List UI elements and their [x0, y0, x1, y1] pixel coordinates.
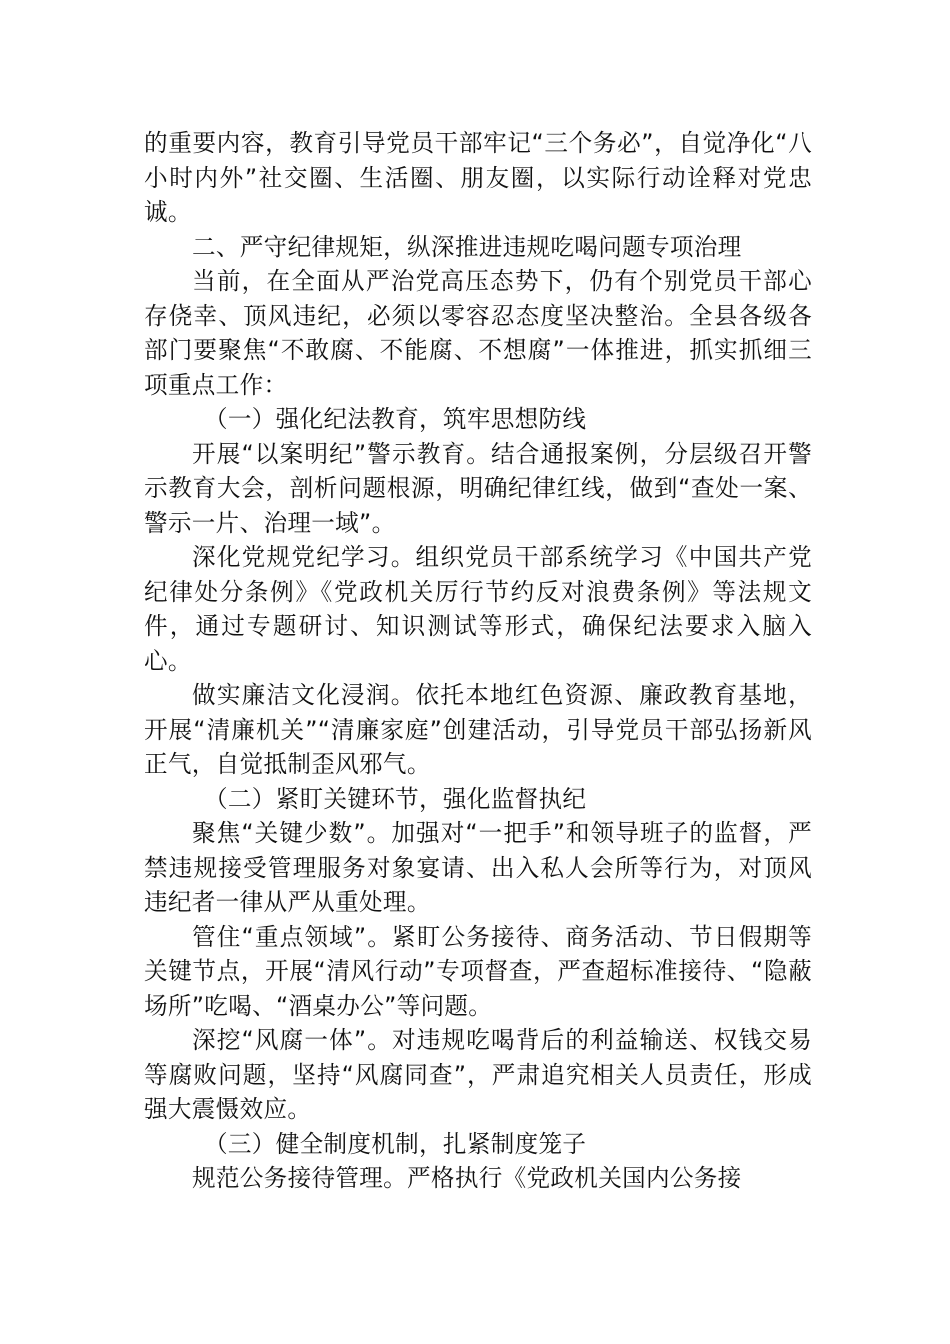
paragraph-warning-education: 开展“以案明纪”警示教育。结合通报案例，分层级召开警示教育大会，剖析问题根源，明确纪律红线，做到“查处一案、警示一片、治理一域”。	[144, 439, 812, 537]
subheading-2: （二）紧盯关键环节，强化监督执纪	[204, 784, 587, 813]
subheading-3: （三）健全制度机制，扎紧制度笼子	[204, 1129, 587, 1158]
paragraph-key-minority: 聚焦“关键少数”。加强对“一把手”和领导班子的监督，严禁违规接受管理服务对象宴请、出入私人会所等行为，对顶风违纪者一律从严从重处理。	[144, 819, 812, 916]
paragraph-key-areas: 管住“重点领域”。紧盯公务接待、商务活动、节日假期等关键节点，开展“清风行动”专项督查，严查超标准接待、“隐蔽场所”吃喝、“酒桌办公”等问题。	[144, 922, 812, 1020]
paragraph-continuation: 的重要内容，教育引导党员干部牢记“三个务必”，自觉净化“八小时内外”社交圈、生活圈、朋友圈，以实际行动诠释对党忠诚。	[144, 129, 812, 226]
paragraph-style-corruption: 深挖“风腐一体”。对违规吃喝背后的利益输送、权钱交易等腐败问题，坚持“风腐同查”，严肃追究相关人员责任，形成强大震慑效应。	[144, 1026, 812, 1123]
section-heading-2: 二、严守纪律规矩，纵深推进违规吃喝问题专项治理	[192, 232, 742, 261]
paragraph-integrity-culture: 做实廉洁文化浸润。依托本地红色资源、廉政教育基地，开展“清廉机关”“清廉家庭”创建活动，引导党员干部弘扬新风正气，自觉抵制歪风邪气。	[144, 681, 812, 778]
paragraph-party-rules-study: 深化党规党纪学习。组织党员干部系统学习《中国共产党纪律处分条例》《党政机关厉行节约反对浪费条例》等法规文件，通过专题研讨、知识测试等形式，确保纪法要求入脑入心。	[144, 543, 812, 675]
document-body	[144, 126, 812, 1196]
paragraph-intro: 当前，在全面从严治党高压态势下，仍有个别党员干部心存侥幸、顶风违纪，必须以零容忍态度坚决整治。全县各级各部门要聚焦“不敢腐、不能腐、不想腐”一体推进，抓实抓细三项重点工作：	[144, 267, 812, 399]
subheading-1: （一）强化纪法教育，筑牢思想防线	[204, 405, 587, 433]
paragraph-reception-management: 规范公务接待管理。严格执行《党政机关国内公务接	[192, 1164, 742, 1192]
